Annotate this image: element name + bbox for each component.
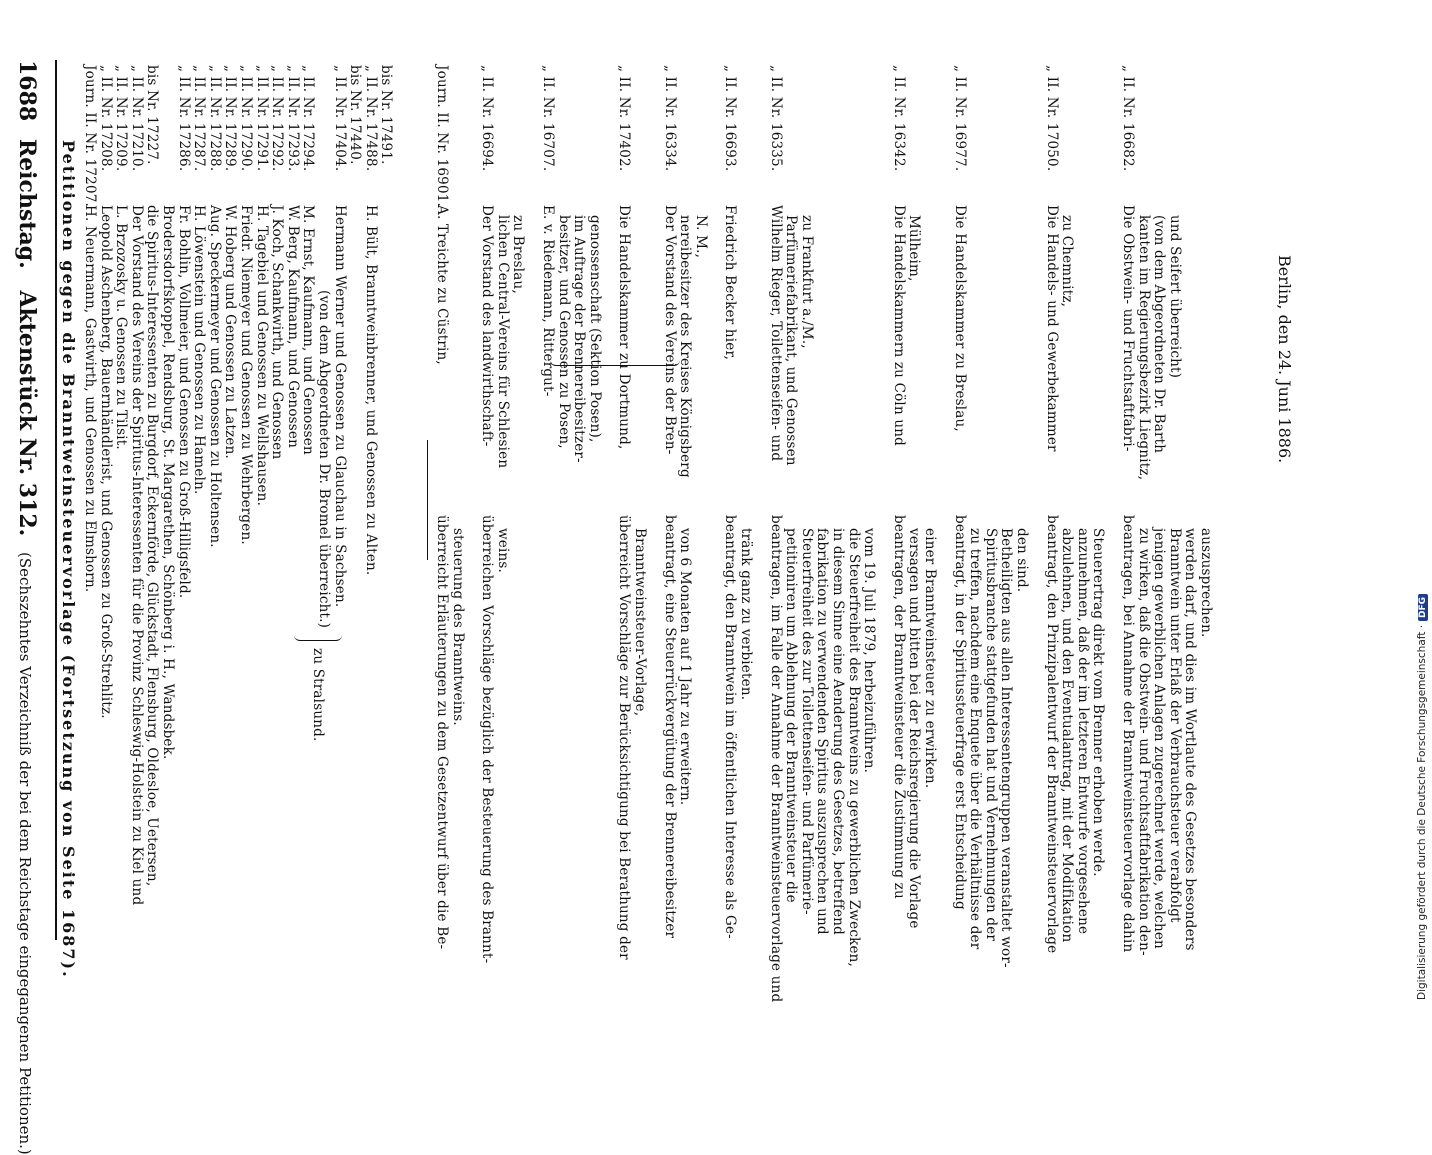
petition-ref: „ II. Nr. 16694. <box>479 65 496 172</box>
petition-action-line: beantragt, eine Steuerrückvergütung der Brennereibesitzer <box>661 515 678 939</box>
petitioner-line: Die Obstwein- und Fruchtsaftfabri- <box>1120 205 1136 452</box>
credit-line <box>1416 0 1432 1000</box>
petition-action-line: vom 19. Juli 1879, herbeizuführen. <box>861 528 878 774</box>
brace-stralsund <box>294 630 342 641</box>
petitioner-line: Friedrich Becker hier, <box>722 205 739 361</box>
petitioner-line: genossenschaft (Sektion Posen), <box>586 215 603 443</box>
petition-text: Hermann Werner und Genossen zu Glauchau in Sachsen. <box>331 205 348 608</box>
petition-ref: „ II. Nr. 16342. <box>890 65 907 172</box>
petition-ref: „ II. Nr. 17209. <box>113 65 130 172</box>
petition-text: M. Ernst, Kaufmann, und Genossen <box>300 205 317 455</box>
petitioner-line: Wilhelm Rieger, Toilettenseifen- und <box>767 205 784 462</box>
petition-action-line: anzunehmen, daß der im letzteren Entwurfe vorgesehene <box>1074 528 1091 935</box>
petition-ref: „ II. Nr. 17210. <box>128 65 145 172</box>
petition-action-line: beantragen, im Falle der Annahme der Branntweinsteuervorlage und <box>767 515 784 1003</box>
petitioner-line: nereibesitzer des Kreises Königsberg <box>677 215 694 478</box>
petition-ref: „ II. Nr. 17286. <box>175 65 192 172</box>
petition-action-line: beantragen, der Branntweinsteuer die Zustimmung zu <box>890 515 907 899</box>
petition-text: H. Löwenstein und Genossen zu Hameln. <box>191 205 208 495</box>
petition-text: Friedr. Niemeyer und Genossen zu Wehrbergen. <box>238 205 254 545</box>
petition-text: H. Bült, Branntweinbrenner, und Genossen zu Alten. <box>362 205 379 576</box>
petition-action-line: Branntwein unter Erlaß der Verbrauchsteuer verabfolgt <box>1166 528 1183 923</box>
petition-action-line: beantragen, bei Annahme der Branntweinsteuervorlage dahin <box>1120 515 1136 953</box>
petition-ref: „ II. Nr. 16682. <box>1120 65 1136 172</box>
petition-ref: „ II. Nr. 17287. <box>191 65 208 172</box>
petition-action-line: von 6 Monaten auf 1 Jahr zu erweitern. <box>677 528 694 806</box>
petitioner-line: Der Vorstand des landwirthschaft- <box>479 205 496 447</box>
header-reichstag: Reichstag. <box>14 138 40 269</box>
stralsund-label: zu Stralsund. <box>310 648 326 742</box>
petition-ref: Journ. II. Nr. 16901. <box>434 65 450 208</box>
petition-text: Leopold Aschenberg, Bauernhändlerist, und Genossen zu Groß-Strehlitz. <box>97 205 114 719</box>
petition-text: Der Vorstand des Vereins der Spiritus-Interessenten für die Provinz Schleswig-Holstein zu Kiel und <box>128 205 145 906</box>
petition-ref: „ II. Nr. 17294. <box>300 65 317 172</box>
petitioner-line: und Seifert überreicht) <box>1166 215 1183 379</box>
petition-text: Brodersdorfskoppel, Rendsburg, St. Margarethen, Schönberg i. H., Wandsbek. <box>160 205 176 760</box>
petition-text: Aug. Speckermeyer und Genossen zu Holtensen. <box>206 205 223 548</box>
petition-action-line: beantragt, den Prinzipalentwurf der Branntweinsteuervorlage <box>1043 515 1060 954</box>
petition-action-line: steuerung des Branntweins. <box>449 528 466 726</box>
petition-action-line: Branntweinsteuer-Vorlage, <box>632 528 648 717</box>
petitioner-line: Parfümeriefabrikant, und Genossen <box>783 215 800 466</box>
petitioner-line: (von dem Abgeordneten Dr. Barth <box>1151 215 1168 454</box>
divider-rule <box>427 440 428 560</box>
footer-date: Berlin, den 24. Juni 1886. <box>1275 255 1294 464</box>
petition-action-line: Betheiligten aus allen Interessentengruppen veranstaltet wor- <box>998 528 1015 968</box>
petition-ref: „ II. Nr. 17290. <box>238 65 254 172</box>
petition-action-line: überreicht Vorschläge zur Berücksichtigung bei Berathung der <box>616 515 633 960</box>
petition-ref: „ II. Nr. 17050. <box>1043 65 1060 172</box>
petitioner-line: Mülheim, <box>906 215 923 282</box>
petition-ref: „ II. Nr. 17289. <box>222 65 239 172</box>
petition-action-line: zu wirken, daß die Obstwein- und Fruchtsaftfabrikation den- <box>1135 528 1152 956</box>
petitioner-line: E. v. Riedemann, Rittergut- <box>540 205 556 397</box>
petition-ref: „ II. Nr. 17288. <box>206 65 223 172</box>
credit-text: Digitalisierung gefördert durch die Deutsche Forschungsgemeinschaft · <box>1416 624 1428 1000</box>
page-number: 1688 <box>14 60 40 122</box>
petition-ref: „ II. Nr. 17488. <box>362 65 379 172</box>
petition-action-line: petitioniren um Ablehnung der Branntweinsteuer die <box>783 528 800 903</box>
petitioner-line: zu Frankfurt a./M., <box>798 215 815 349</box>
petition-text: H. Tagebiel und Genossen zu Wellshausen. <box>253 205 270 507</box>
petition-action-line: auszusprechen. <box>1198 528 1214 638</box>
petition-action-line: beantragt, in der Spiritussteuerfrage erst Entscheidung <box>951 515 968 910</box>
petition-ref: „ II. Nr. 17291. <box>253 65 270 172</box>
page-header <box>14 60 40 1155</box>
petitioner-line: zu Breslau, <box>510 215 527 294</box>
petition-action-line: den sind. <box>1014 528 1030 593</box>
petition-ref: „ II. Nr. 16693. <box>722 65 739 172</box>
petition-action-line: überreichen Vorschläge bezüglich der Besteuerung des Brannt- <box>479 515 496 964</box>
petition-ref: „ II. Nr. 16977. <box>951 65 968 172</box>
petition-action-line: jenigen gewerblichen Anlagen zugerechnet werde, welchen <box>1151 528 1168 949</box>
petition-action-line: einer Branntweinsteuer zu erwirken. <box>922 528 938 789</box>
petitioner-line: Die Handelskammer zu Dortmund, <box>616 205 633 450</box>
petitioner-line: kanten im Regierungsbezirk Liegnitz, <box>1135 215 1152 481</box>
petitioner-line: im Auftrage der Brennereibesitzer- <box>571 215 588 463</box>
petition-ref: „ II. Nr. 16707. <box>540 65 556 172</box>
petitioner-line: A. Treichte zu Cüstrin, <box>434 205 450 365</box>
petition-action-line: Spiritusbranche stattgefunden hat und Vernehmungen der <box>982 528 999 942</box>
petition-action-line: versagen und bitten bei der Reichsregierung die Vorlage <box>906 528 923 929</box>
petition-ref: bis Nr. 17227. <box>144 65 161 165</box>
petition-ref: „ II. Nr. 17292. <box>269 65 286 172</box>
petitioner-line: lichen Central-Vereins für Schlesien <box>494 215 511 469</box>
petition-ref: „ II. Nr. 17293. <box>284 65 301 172</box>
header-subtitle: (Sechszehntes Verzeichniß der bei dem Reichstage eingegangenen Petitionen.) <box>16 552 34 1155</box>
petition-action-line: in diesem Sinne eine Aenderung des Gesetzes, betreffend <box>830 528 846 936</box>
petitioner-line: N. M., <box>692 215 709 259</box>
petition-text: W. Berg, Kaufmann, und Genossen <box>284 205 301 448</box>
petition-text: (von dem Abgeordneten Dr. Bromel überreicht.) <box>316 290 332 629</box>
petitioner-line: Die Handels- und Gewerbekammer <box>1043 205 1060 452</box>
dfg-logo: DFG <box>1418 594 1428 621</box>
header-aktenstueck: Aktenstück Nr. 312. <box>14 290 40 537</box>
petition-action-line: werden darf, und dies im Wortlaute des Gesetzes besonders <box>1182 528 1199 951</box>
petition-ref: „ II. Nr. 17404. <box>331 65 348 172</box>
petition-ref: bis Nr. 17491. <box>378 65 395 165</box>
petitioner-line: Die Handelskammer zu Breslau, <box>951 205 968 432</box>
petition-action-line: zu treffen, nachdem eine Enquete über die Verhältnisse der <box>967 528 984 950</box>
petition-text: die Spiritus-Interessenten zu Burgdorf, Eckernförde, Glückstadt, Flensburg, Oldesloe, Uetersen, <box>144 205 161 887</box>
petition-ref: bis Nr. 17440. <box>347 65 364 165</box>
petition-text: Fr. Bohlin, Vollmeier, und Genossen zu Groß-Hilligsfeld. <box>175 205 192 599</box>
petition-action-line: weins. <box>494 528 511 573</box>
petitioner-line: Die Handelskammern zu Cöln und <box>890 205 907 446</box>
petition-ref: „ II. Nr. 16334. <box>661 65 678 172</box>
petition-text: H. Neuermann, Gastwirth, und Genossen zu Elmshorn. <box>82 205 98 593</box>
petition-action-line: Steuerfreiheit des zur Toilettenseifen- und Parfümerie- <box>798 528 815 915</box>
petition-action-line: die Steuerfreiheit des Branntweins zu gewerblichen Zwecken, <box>845 528 862 968</box>
petition-action-line: beantragt, den Branntwein im öffentlichen Interesse als Ge- <box>722 515 739 939</box>
petition-ref: „ II. Nr. 17402. <box>616 65 633 172</box>
petitioner-line: zu Chemnitz, <box>1059 215 1076 308</box>
petition-action-line: tränk ganz zu verbieten. <box>738 528 754 701</box>
petition-action-line: fabrikation zu verwendenden Spiritus auszusprechen und <box>814 528 831 935</box>
petitioner-line: besitzer, und Genossen zu Posen, <box>555 215 572 449</box>
petition-text: J. Koch, Schankwirth, und Genossen <box>269 205 286 460</box>
petition-text: W. Hoberg und Genossen zu Latzen. <box>222 205 239 459</box>
petition-action-line: Steuerertrag direkt vom Brenner erhoben werde. <box>1090 528 1107 877</box>
section-title: Petitionen gegen die Branntweinsteuervorlage (Fortsetzung von Seite 1687). <box>59 140 78 979</box>
petition-action-line: abzulehnen, und den Eventualantrag, mit der Modifikation <box>1059 528 1076 943</box>
petition-ref: „ II. Nr. 17208. <box>97 65 114 172</box>
petition-action-line: überreicht Erläuterungen zu dem Gesetzentwurf über die Be- <box>434 515 450 950</box>
petitioner-line: Der Vorstand des Vereins der Bren- <box>661 205 678 455</box>
petition-ref: Journ. II. Nr. 17207. <box>82 65 98 208</box>
petition-ref: „ II. Nr. 16335. <box>767 65 784 172</box>
petition-text: L. Brzozosky u. Genossen zu Tilsit. <box>113 205 130 450</box>
header-rule <box>55 60 57 940</box>
